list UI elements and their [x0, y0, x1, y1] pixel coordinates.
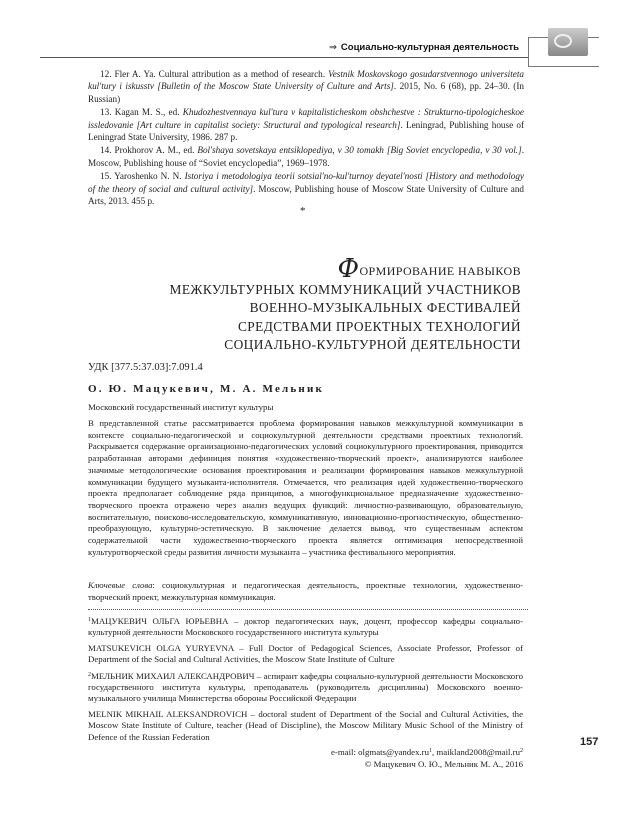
abstract-text: В представленной статье рассматривается проблема формирования навыков межкультурной коммуникации в контексте социально-педагогической и социокультурной деятельности средствами проектных технологий. Раскрывается содержание организационно-педагогических условий социокультурного проектирования, приводится разработанная авторами дефиниция понятия «художественно-творческий проект», анализируются наиболее значимые методологические основания проектирования и реализации формирования навыков межкультурной коммуникации будущего музыканта-исполнителя. Отмечается, что реализация идей художественно-творческого проекта предполагает соблюдение ряда принципов, а многофункциональное предназначение художественно-творческого проекта отражено через анализ ведущих функций: личностно-развивающую, образовательную, воспитательную, поисково-исследовательскую, коммуникативную, инновационно-прогностическую, общественно-преобразующую, культурно-эстетическую. В заключение делается вывод, что существенным аспектом содержательной части художественно-творческого проекта является оптимизация непосредственной культуротворческой среды развития личности музыканта – участника фестивального мероприятия. [88, 418, 523, 557]
title-line: ВОЕННО-МУЗЫКАЛЬНЫХ ФЕСТИВАЛЕЙ [249, 300, 521, 316]
copyright: © Мацукевич О. Ю., Мельник М. А., 2016 [364, 759, 523, 769]
email-link[interactable]: maikland2008@mail.ru [436, 747, 520, 757]
bio-item [88, 670, 523, 705]
separator: , [432, 747, 437, 757]
bio-text: МАЦУКЕВИЧ ОЛЬГА ЮРЬЕВНА – доктор педагогических наук, доцент, профессор кафедры социально-культурной деятельности Московского государственного института культуры [88, 616, 523, 638]
keywords-text: : социокультурная и педагогическая деятельность, проектные технологии, художественно-творческий проект, межкультурная коммуникация. [88, 580, 523, 602]
arrow-icon: ⇒ [328, 42, 337, 53]
bio-item [88, 643, 523, 666]
contacts [331, 745, 523, 770]
article-title [169, 254, 521, 355]
bio-text: МЕЛЬНИК МИХАИЛ АЛЕКСАНДРОВИЧ – аспирант кафедры социально-культурной деятельности Московского государственного института культуры, преподаватель (руководитель дисциплины) Московского военно-музыкального училища Министерства обороны Российской Федерации [88, 670, 523, 704]
section-title: Социально-культурная деятельность [340, 42, 519, 53]
ref-title: Khudozhestvennaya kul'tura v kapitalisticheskom obshchestve : Strukturno-tipologicheskoe issledovanie [Art culture in capitalist society: Structural and typological research] [88, 107, 525, 130]
ref-tail: . Moscow, Publishing house of “Soviet encyclopedia”, 1969–1978. [88, 145, 524, 168]
ref-tail: . Moscow, Publishing house of Moscow State University of Culture and Arts, 2013. 455 p. [88, 183, 525, 207]
reference-item [88, 144, 524, 169]
authors: О. Ю. Мацукевич, М. А. Мельник [88, 383, 325, 395]
ref-text: 15. Yaroshenko N. N. [100, 171, 185, 182]
ref-text: 12. Fler A. Ya. Cultural attribution as a method of research. [100, 69, 329, 79]
keywords-label: Ключевые слова [88, 580, 153, 590]
reference-item [88, 68, 524, 105]
footnote-mark: 1 [429, 748, 432, 754]
ref-title: Istoriya i metodologiya teorii sotsial'no-kul'turnoy deyatel'nosti [History and methodology of the theory of social and cultural activity] [88, 171, 525, 194]
footnote-mark: 2 [88, 671, 91, 678]
dotted-divider [88, 609, 528, 610]
title-line: ОРМИРОВАНИЕ НАВЫКОВ [359, 264, 521, 278]
email-link[interactable]: olgmats@yandex.ru [358, 747, 429, 757]
udk-code: УДК [377.5:37.03]:7.091.4 [88, 362, 203, 373]
page-number: 157 [580, 736, 599, 748]
ref-text: 14. Prokhorov A. M., ed. [100, 145, 198, 156]
abstract [88, 418, 523, 558]
reference-list [88, 68, 524, 208]
institution: Московский государственный институт культуры [88, 402, 274, 412]
title-line: МЕЖКУЛЬТУРНЫХ КОММУНИКАЦИЙ УЧАСТНИКОВ [169, 281, 521, 297]
journal-logo-icon [548, 28, 588, 56]
keywords [88, 580, 523, 603]
ref-title: Bol'shaya sovetskaya entsiklopediya, v 30 tomakh [Big Soviet encyclopedia, v 30 vol.] [197, 145, 522, 156]
reference-item [88, 170, 524, 207]
ref-title: Vestnik Moskovskogo gosudarstvennogo universiteta kul'tury i iskusstv [Bulletin of the Moscow State University of Culture and Arts] [88, 69, 525, 92]
title-line: СРЕДСТВАМИ ПРОЕКТНЫХ ТЕХНОЛОГИЙ [237, 318, 521, 334]
bio-text: MELNIK MIKHAIL ALEKSANDROVICH – doctoral student of Department of the Social and Cultural Activities, the Moscow State Institute of Culture, teacher (Head of Discipline), the Moscow Military Music School of the Ministry of Defence of the Russian Federation [88, 708, 523, 742]
title-line: СОЦИАЛЬНО-КУЛЬТУРНОЙ ДЕЯТЕЛЬНОСТИ [224, 337, 521, 353]
section-separator: * [300, 205, 306, 217]
drop-cap: Ф [337, 254, 360, 284]
bio-text: MATSUKEVICH OLGA YURYEVNA – Full Doctor of Pedagogical Sciences, Associate Professor, Professor of Department of the Social and Cultural Activities, the Moscow State Institute of Culture [88, 642, 523, 665]
footnote-mark: 2 [520, 748, 523, 754]
ref-text: 13. Kagan M. S., ed. [100, 107, 183, 118]
email-label: e-mail: [330, 747, 359, 757]
author-bios [88, 615, 523, 747]
ref-tail: . Leningrad, Publishing house of Leningrad State University, 1986. 287 p. [88, 119, 525, 143]
reference-item [88, 106, 524, 143]
ref-tail: . 2015, No. 6 (68), pp. 24–30. (In Russian) [88, 81, 525, 104]
running-header [329, 42, 519, 53]
bio-item [88, 709, 523, 743]
bio-item [88, 615, 523, 639]
footnote-mark: 1 [88, 617, 91, 623]
header-rule [40, 57, 528, 58]
